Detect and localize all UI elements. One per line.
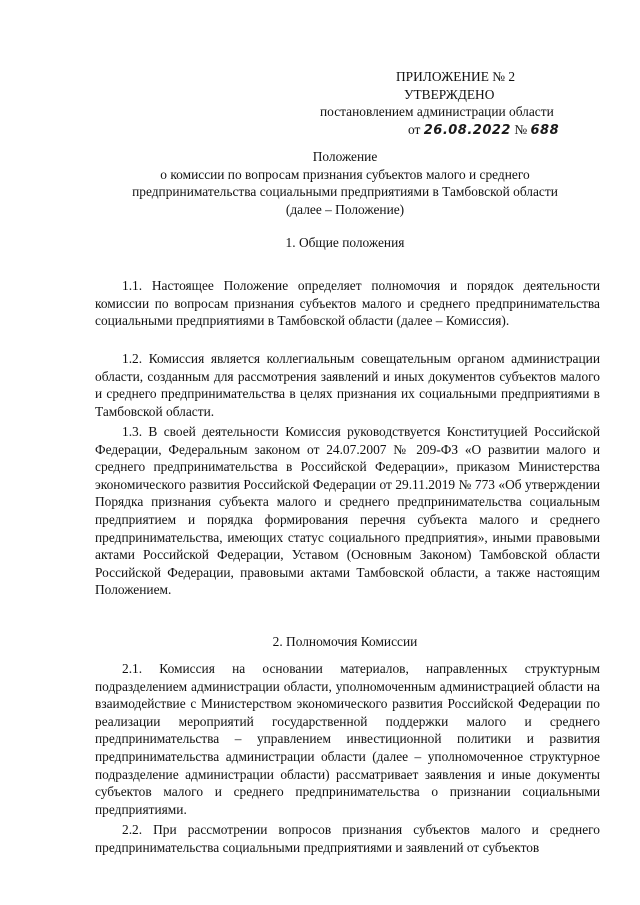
title-line-3: (далее – Положение) xyxy=(285,201,405,217)
appendix-label: ПРИЛОЖЕНИЕ № 2 xyxy=(396,69,516,84)
paragraph-1-1: 1.1. Настоящее Положение определяет полномочия и порядок деятельности комиссии по вопросам признания субъектов малого и среднего предпринимательства социальными предприятиями в Тамбовской области (далее – Комиссия). xyxy=(95,278,600,329)
paragraph-1-2: 1.2. Комиссия является коллегиальным совещательным органом администрации области, созданным для рассмотрения заявлений и иных документов субъектов малого и среднего предпринимательства в целях признания их социальными предприятиями в Тамбовской области. xyxy=(95,351,600,419)
section-1-heading: 1. Общие положения xyxy=(285,235,405,250)
section-2-heading: 2. Полномочия Комиссии xyxy=(272,634,418,649)
number-label: № xyxy=(514,121,528,137)
resolution-label: постановлением администрации области xyxy=(320,104,554,120)
handwritten-number: 688 xyxy=(530,122,560,138)
approval-header xyxy=(300,68,600,139)
paragraph-1-3: 1.3. В своей деятельности Комиссия руководствуется Конституцией Российской Федерации, Федеральным законом от 24.07.2007 № 209-ФЗ «О развитии малого и среднего предпринимательства в Российской Федерации», приказом Министерства экономического развития Российской Федерации от 29.11.2019 № 773 «Об утверждении Порядка признания субъекта малого и среднего предпринимательства социальным предприятием и порядка формирования перечня субъекта малого и среднего предпринимательства, имеющих статус социального предприятия», иными правовыми актами Российской Федерации, Уставом (Основным Законом) Тамбовской области Российской Федерации, правовыми актами Тамбовской области, а также настоящим Положением. xyxy=(95,424,600,598)
title-heading: Положение xyxy=(312,149,378,164)
resolution-date-line xyxy=(300,121,600,140)
title-line-2: предпринимательства социальными предприятиями в Тамбовской области xyxy=(132,184,558,200)
approved-label: УТВЕРЖДЕНО xyxy=(404,86,495,102)
handwritten-date: 26.08.2022 xyxy=(423,122,511,138)
title-line-1: о комиссии по вопросам признания субъектов малого и среднего xyxy=(160,166,530,182)
document-title xyxy=(95,148,595,218)
paragraph-2-1: 2.1. Комиссия на основании материалов, направленных структурным подразделением администрации области, уполномоченным администрацией области на взаимодействие с Министерством экономического развития Российской Федерации по реализации мероприятий государственной поддержки малого и среднего предпринимательства – управлением инвестиционной политики и развития предпринимательства администрации области (далее – уполномоченное структурное подразделение администрации области) рассматривает заявления и иные документы субъектов малого и среднего предпринимательства о признании социальными предприятиями. xyxy=(95,661,600,817)
paragraph-2-2: 2.2. При рассмотрении вопросов признания субъектов малого и среднего предпринимательства социальными предприятиями и заявлений от субъектов xyxy=(95,822,600,855)
from-label: от xyxy=(408,121,421,137)
